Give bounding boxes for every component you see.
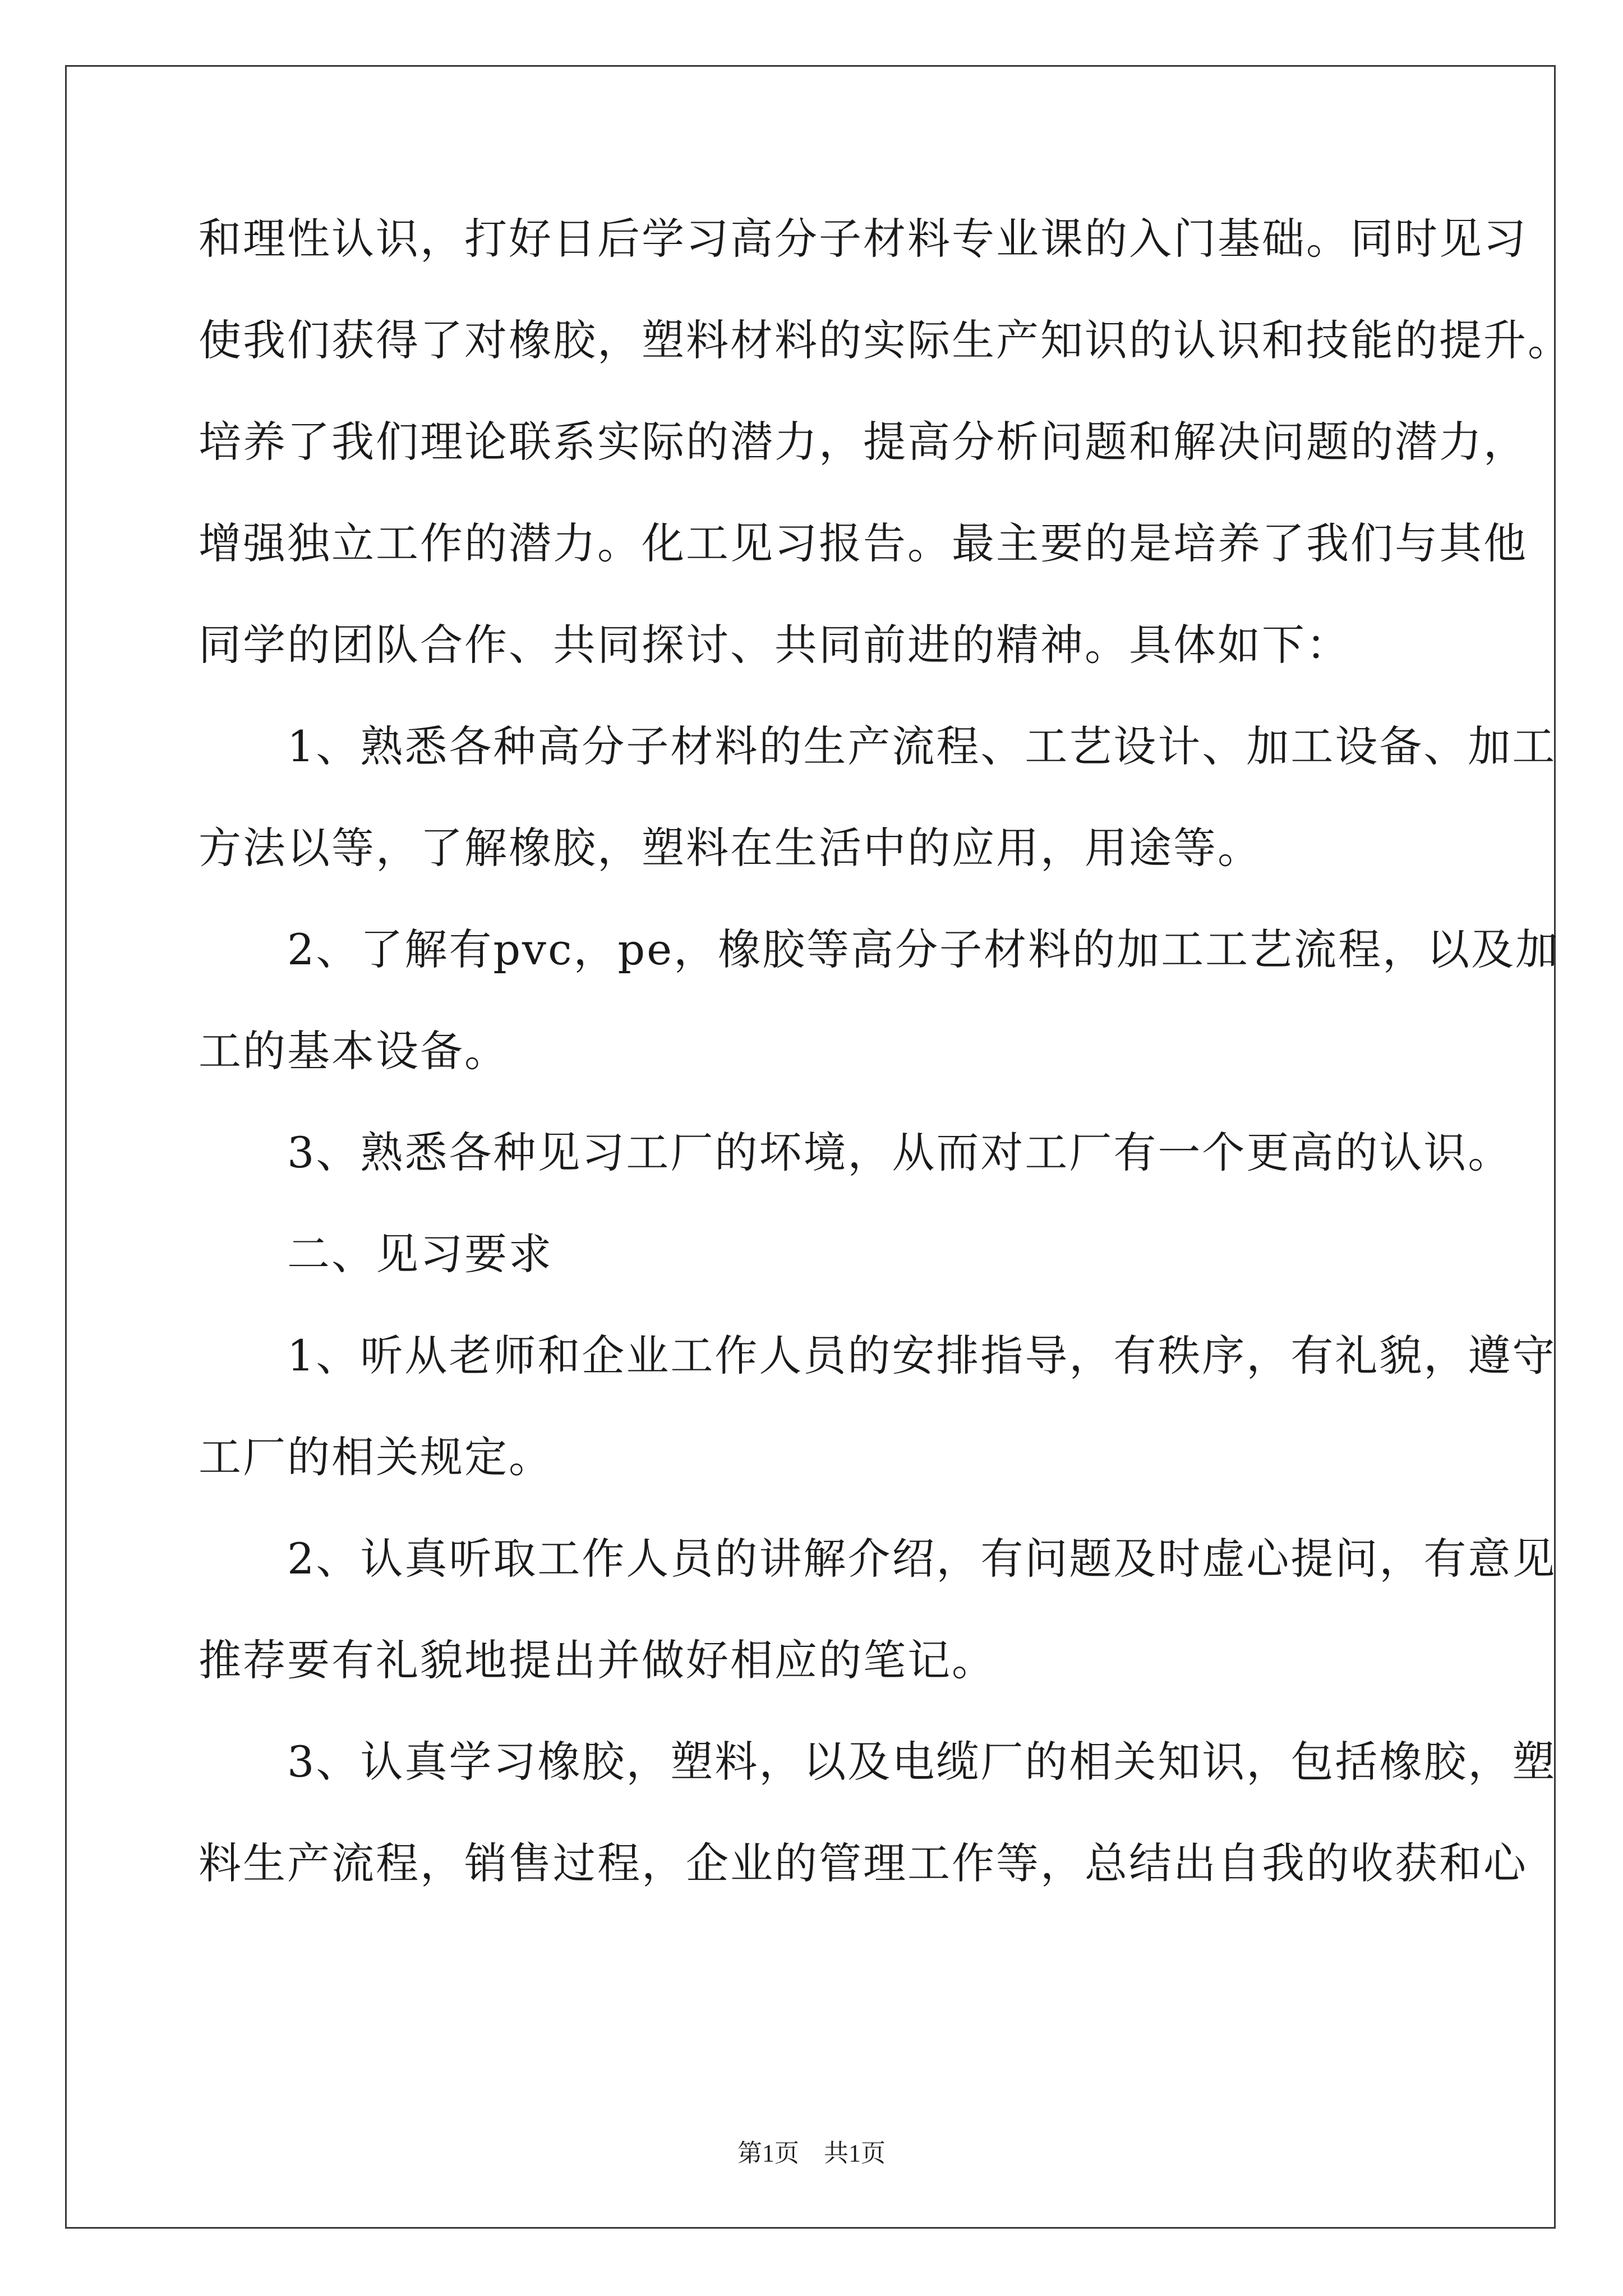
text-line: 3、认真学习橡胶，塑料，以及电缆厂的相关知识，包括橡胶，塑 bbox=[199, 1737, 1557, 1787]
text-line: 方法以等，了解橡胶，塑料在生活中的应用，用途等。 bbox=[199, 823, 1262, 873]
section-heading: 二、见习要求 bbox=[199, 1229, 553, 1279]
text-line: 工厂的相关规定。 bbox=[199, 1432, 553, 1482]
text-line: 2、认真听取工作人员的讲解介绍，有问题及时虚心提问，有意见 bbox=[199, 1534, 1557, 1584]
text-line: 料生产流程，销售过程，企业的管理工作等，总结出自我的收获和心 bbox=[199, 1838, 1528, 1888]
text-line: 培养了我们理论联系实际的潜力，提高分析问题和解决问题的潜力， bbox=[199, 417, 1528, 467]
text-line: 使我们获得了对橡胶，塑料材料的实际生产知识的认识和技能的提升。 bbox=[199, 315, 1572, 365]
text-line: 和理性认识，打好日后学习高分子材料专业课的入门基础。同时见习 bbox=[199, 214, 1528, 264]
text-line: 工的基本设备。 bbox=[199, 1026, 509, 1076]
page-footer: 第1页 共1页 bbox=[737, 2139, 886, 2167]
text-line: 同学的团队合作、共同探讨、共同前进的精神。具体如下： bbox=[199, 620, 1350, 670]
text-line: 2、了解有pvc，pe，橡胶等高分子材料的加工工艺流程，以及加 bbox=[199, 924, 1560, 974]
text-line: 3、熟悉各种见习工厂的坏境，从而对工厂有一个更高的认识。 bbox=[199, 1128, 1513, 1177]
text-line: 增强独立工作的潜力。化工见习报告。最主要的是培养了我们与其他 bbox=[199, 518, 1528, 568]
text-line: 1、熟悉各种高分子材料的生产流程、工艺设计、加工设备、加工 bbox=[199, 721, 1557, 771]
text-line: 1、听从老师和企业工作人员的安排指导，有秩序，有礼貌，遵守 bbox=[199, 1331, 1557, 1381]
text-line: 推荐要有礼貌地提出并做好相应的笔记。 bbox=[199, 1635, 996, 1685]
